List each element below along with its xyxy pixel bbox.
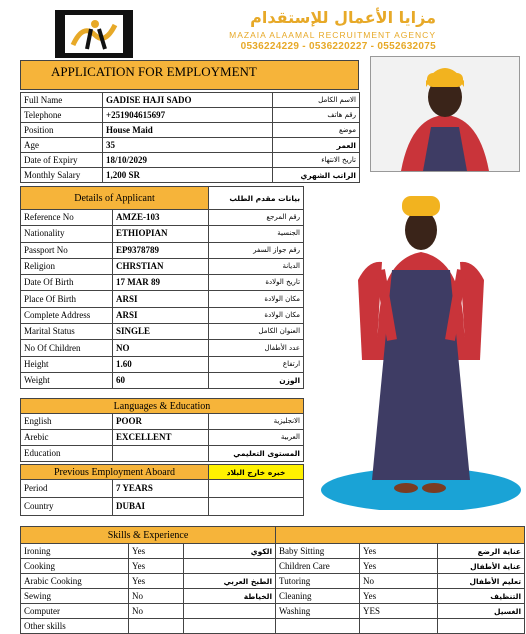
field-value: 7 YEARS: [113, 480, 209, 498]
field-value: 60: [113, 372, 209, 388]
details-header: Details of Applicant: [21, 187, 209, 210]
skill-value: Yes: [360, 544, 438, 559]
skill-value: Yes: [360, 589, 438, 604]
skill-label-arabic: عناية الأطفال: [438, 559, 525, 574]
form-title: APPLICATION FOR EMPLOYMENT: [20, 60, 359, 90]
field-label-arabic: رقم المرجع: [209, 210, 304, 226]
logo-figure-icon: [65, 15, 123, 53]
details-row: [21, 340, 304, 356]
skill-value: Yes: [129, 559, 184, 574]
skill-label: Sewing: [21, 589, 129, 604]
skill-label: Washing: [276, 604, 360, 619]
field-value: SINGLE: [113, 324, 209, 340]
field-value: +251904615697: [103, 108, 273, 123]
details-row: [21, 258, 304, 274]
skill-row: [21, 574, 525, 589]
field-label-arabic: المستوى التعليمي: [209, 446, 304, 462]
field-value: DUBAI: [113, 498, 209, 516]
skill-label: Other skills: [21, 619, 129, 634]
applicant-full-body-photo: [318, 190, 524, 510]
field-value: 18/10/2029: [103, 153, 273, 168]
details-row: [21, 291, 304, 307]
field-label-arabic: العربية: [209, 430, 304, 446]
details-header-arabic: بيانات مقدم الطلب: [209, 187, 304, 210]
skill-label-arabic: [438, 619, 525, 634]
skill-value: YES: [360, 604, 438, 619]
skill-row: [21, 604, 525, 619]
top-info-row: [21, 168, 360, 183]
previous-employment-row: [21, 498, 304, 516]
field-value: POOR: [113, 414, 209, 430]
field-value: EP9378789: [113, 242, 209, 258]
details-row: [21, 242, 304, 258]
previous-employment-row: [21, 480, 304, 498]
skill-value: No: [129, 589, 184, 604]
skill-label-arabic: التنظيف: [438, 589, 525, 604]
languages-table: [20, 398, 304, 462]
applicant-portrait-photo: [370, 56, 520, 172]
skill-label: [276, 619, 360, 634]
field-label: Nationality: [21, 226, 113, 242]
field-label-arabic: تاريخ الولادة: [209, 275, 304, 291]
field-value: 35: [103, 138, 273, 153]
field-label: Age: [21, 138, 103, 153]
field-label: Place Of Birth: [21, 291, 113, 307]
top-info-row: [21, 138, 360, 153]
field-label: Weight: [21, 372, 113, 388]
field-value: 1,200 SR: [103, 168, 273, 183]
details-row: [21, 356, 304, 372]
skill-value: No: [360, 574, 438, 589]
company-phones: 0536224229 - 0536220227 - 0552632075: [240, 41, 436, 52]
field-label-arabic: مكان الولادة: [209, 307, 304, 323]
skill-value: [360, 619, 438, 634]
top-info-table: [20, 92, 360, 183]
details-row: [21, 226, 304, 242]
skills-table: [20, 526, 525, 634]
field-value: 1.60: [113, 356, 209, 372]
field-label: Passport No: [21, 242, 113, 258]
top-info-row: [21, 108, 360, 123]
field-label: Full Name: [21, 93, 103, 108]
field-label: Reference No: [21, 210, 113, 226]
skill-value: [129, 619, 184, 634]
skill-label-arabic: الطبخ العربي: [184, 574, 276, 589]
skill-row: [21, 544, 525, 559]
field-value: EXCELLENT: [113, 430, 209, 446]
skill-label: Ironing: [21, 544, 129, 559]
details-row: [21, 210, 304, 226]
skill-label: Tutoring: [276, 574, 360, 589]
field-label-arabic: رقم هاتف: [273, 108, 360, 123]
field-label: Position: [21, 123, 103, 138]
company-name-english: MAZAIA ALAAMAL RECRUITMENT AGENCY: [229, 30, 436, 40]
skill-label-arabic: الكوي: [184, 544, 276, 559]
field-label-arabic: الوزن: [209, 372, 304, 388]
skill-label-arabic: تعليم الأطفال: [438, 574, 525, 589]
field-value: 17 MAR 89: [113, 275, 209, 291]
field-value: ARSI: [113, 291, 209, 307]
empty-cell: [209, 480, 304, 498]
languages-header: Languages & Education: [21, 399, 304, 414]
field-label-arabic: العنوان الكامل: [209, 324, 304, 340]
field-label-arabic: العمر: [273, 138, 360, 153]
company-name-arabic: مزايا الأعمال للإستقدام: [250, 8, 436, 27]
field-label: Religion: [21, 258, 113, 274]
field-value: ARSI: [113, 307, 209, 323]
details-row: [21, 324, 304, 340]
field-value: AMZE-103: [113, 210, 209, 226]
skill-row: [21, 619, 525, 634]
skill-label-arabic: الغسيل: [438, 604, 525, 619]
skill-label-arabic: [184, 604, 276, 619]
skill-value: Yes: [129, 544, 184, 559]
company-logo: [55, 10, 133, 58]
field-label: Period: [21, 480, 113, 498]
skill-value: Yes: [360, 559, 438, 574]
field-label: English: [21, 414, 113, 430]
details-row: [21, 307, 304, 323]
skill-value: No: [129, 604, 184, 619]
empty-cell: [209, 498, 304, 516]
field-label-arabic: الانجليزية: [209, 414, 304, 430]
field-value: GADISE HAJI SADO: [103, 93, 273, 108]
skill-label-arabic: [184, 559, 276, 574]
skill-label-arabic: عناية الرضع: [438, 544, 525, 559]
field-label-arabic: تاريخ الانتهاء: [273, 153, 360, 168]
details-table: [20, 186, 304, 389]
field-label-arabic: رقم جواز السفر: [209, 242, 304, 258]
language-row: [21, 446, 304, 462]
field-value: NO: [113, 340, 209, 356]
details-row: [21, 372, 304, 388]
field-label: Telephone: [21, 108, 103, 123]
top-info-row: [21, 153, 360, 168]
skill-label: Cooking: [21, 559, 129, 574]
field-label: Date Of Birth: [21, 275, 113, 291]
field-value: [113, 446, 209, 462]
field-label: Arebic: [21, 430, 113, 446]
skill-label-arabic: [184, 619, 276, 634]
skill-label: Children Care: [276, 559, 360, 574]
skill-value: Yes: [129, 574, 184, 589]
skill-label: Cleaning: [276, 589, 360, 604]
top-info-row: [21, 123, 360, 138]
field-label-arabic: عدد الأطفال: [209, 340, 304, 356]
skill-row: [21, 559, 525, 574]
previous-employment-header-arabic: خبره خارج البلاد: [209, 465, 304, 480]
top-info-row: [21, 93, 360, 108]
field-label: Complete Address: [21, 307, 113, 323]
language-row: [21, 414, 304, 430]
field-value: House Maid: [103, 123, 273, 138]
field-label: Date of Expiry: [21, 153, 103, 168]
skill-row: [21, 589, 525, 604]
field-label: Monthly Salary: [21, 168, 103, 183]
field-label: Height: [21, 356, 113, 372]
skill-label: Computer: [21, 604, 129, 619]
field-label: Education: [21, 446, 113, 462]
skill-label: Arabic Cooking: [21, 574, 129, 589]
field-label-arabic: الجنسية: [209, 226, 304, 242]
field-label-arabic: الاسم الكامل: [273, 93, 360, 108]
field-label-arabic: موضع: [273, 123, 360, 138]
skills-header-right: [276, 527, 525, 544]
previous-employment-table: [20, 464, 304, 516]
field-label: Marital Status: [21, 324, 113, 340]
skill-label: Baby Sitting: [276, 544, 360, 559]
field-label-arabic: مكان الولادة: [209, 291, 304, 307]
previous-employment-header: Previous Employment Aboard: [21, 465, 209, 480]
skills-header: Skills & Experience: [21, 527, 276, 544]
field-label-arabic: ارتفاع: [209, 356, 304, 372]
skill-label-arabic: الخياطة: [184, 589, 276, 604]
field-value: ETHIOPIAN: [113, 226, 209, 242]
field-label-arabic: الراتب الشهري: [273, 168, 360, 183]
field-value: CHRSTIAN: [113, 258, 209, 274]
details-row: [21, 275, 304, 291]
field-label-arabic: الديانة: [209, 258, 304, 274]
field-label: Country: [21, 498, 113, 516]
language-row: [21, 430, 304, 446]
field-label: No Of Children: [21, 340, 113, 356]
